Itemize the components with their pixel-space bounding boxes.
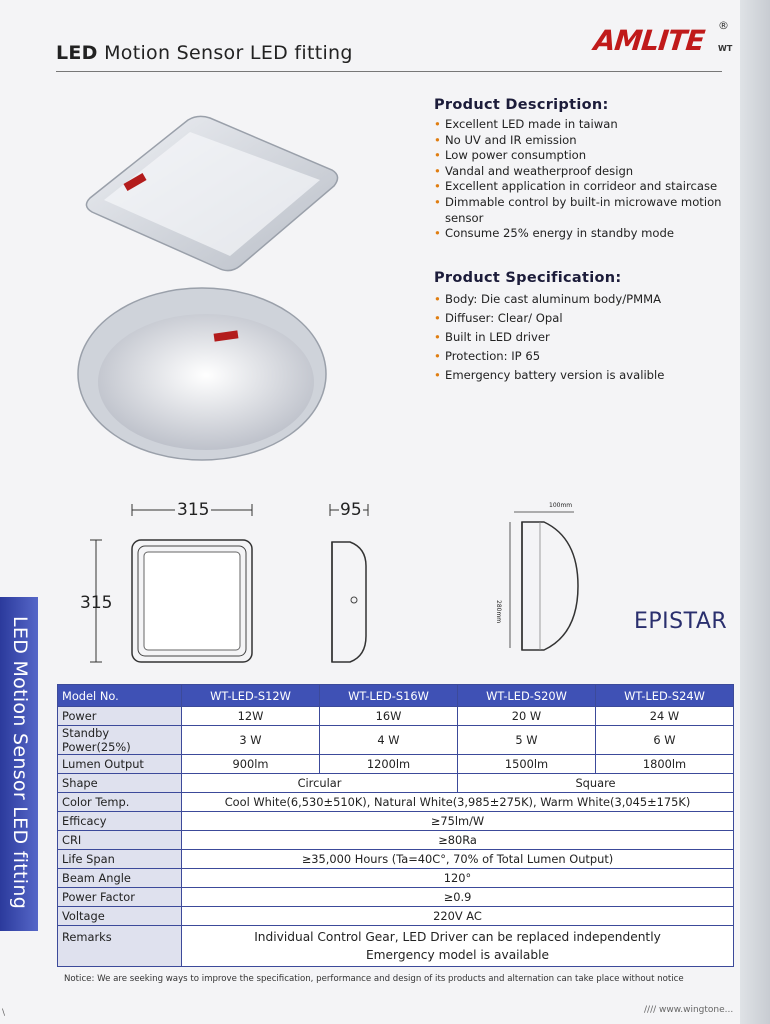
brand-logo xyxy=(592,19,733,60)
height-dimension: 315 xyxy=(80,593,113,613)
specification-list xyxy=(434,290,724,385)
table-row xyxy=(58,888,734,907)
table-cell: 900lm xyxy=(182,755,320,774)
list-item: • Emergency battery version is avalible xyxy=(434,366,724,385)
list-item: • Consume 25% energy in standby mode xyxy=(434,226,724,242)
model-label: Model No. xyxy=(58,685,182,707)
table-row xyxy=(58,726,734,755)
side-view-drawing xyxy=(322,496,382,672)
table-cell: Circular xyxy=(182,774,458,793)
footer-left: \ xyxy=(2,1008,6,1018)
table-cell: 5 W xyxy=(458,726,596,755)
row-label: Efficacy xyxy=(58,812,182,831)
table-cell: 24 W xyxy=(596,707,734,726)
list-item: • Body: Die cast aluminum body/PMMA xyxy=(434,290,724,309)
logo-wordmark: AMLITE xyxy=(592,24,706,57)
row-label: Beam Angle xyxy=(58,869,182,888)
table-row xyxy=(58,812,734,831)
depth-dimension: 95 xyxy=(340,500,362,520)
list-item: • Low power consumption xyxy=(434,148,724,164)
table-cell: 12W xyxy=(182,707,320,726)
table-row xyxy=(58,793,734,812)
remarks-line: Individual Control Gear, LED Driver can be replaced independently xyxy=(254,930,661,944)
table-row xyxy=(58,869,734,888)
table-cell: ≥80Ra xyxy=(182,831,734,850)
row-label: Life Span xyxy=(58,850,182,869)
logo-subscript: WT xyxy=(718,44,733,53)
title-divider xyxy=(56,71,722,72)
row-label: Lumen Output xyxy=(58,755,182,774)
list-item: • Vandal and weatherproof design xyxy=(434,164,724,180)
list-item: • No UV and IR emission xyxy=(434,133,724,149)
title-bold: LED xyxy=(56,42,98,64)
table-cell: 20 W xyxy=(458,707,596,726)
specification-heading: Product Specification: xyxy=(434,270,622,286)
model-col: WT-LED-S12W xyxy=(182,685,320,707)
row-label: Power xyxy=(58,707,182,726)
remarks-line: Emergency model is available xyxy=(365,948,550,962)
title-rest: Motion Sensor LED fitting xyxy=(104,42,353,64)
table-cell: ≥35,000 Hours (Ta=40C°, 70% of Total Lumen Output) xyxy=(182,850,734,869)
round-fitting-photo xyxy=(74,286,330,466)
spec-table xyxy=(57,684,734,967)
row-label: Standby Power(25%) xyxy=(58,726,182,755)
row-label: Remarks xyxy=(58,926,182,967)
round-side-drawing xyxy=(500,498,590,666)
front-view-drawing xyxy=(76,496,266,672)
table-row xyxy=(58,850,734,869)
list-item: • Built in LED driver xyxy=(434,328,724,347)
row-label: Shape xyxy=(58,774,182,793)
width-dimension: 315 xyxy=(177,500,210,520)
epistar-brand: EPISTAR xyxy=(634,609,728,634)
table-row xyxy=(58,774,734,793)
model-col: WT-LED-S24W xyxy=(596,685,734,707)
list-item: • Excellent application in corrideor and staircase xyxy=(434,179,724,195)
table-cell: 1200lm xyxy=(320,755,458,774)
table-cell: 1500lm xyxy=(458,755,596,774)
table-header-row xyxy=(58,685,734,707)
model-col: WT-LED-S16W xyxy=(320,685,458,707)
row-label: CRI xyxy=(58,831,182,850)
row-label: Color Temp. xyxy=(58,793,182,812)
table-cell: Square xyxy=(458,774,734,793)
table-cell: 4 W xyxy=(320,726,458,755)
table-cell: ≥75lm/W xyxy=(182,812,734,831)
side-label: LED Motion Sensor LED fitting xyxy=(9,616,31,910)
footer-right: //// www.wingtone... xyxy=(644,1005,734,1015)
row-label: Power Factor xyxy=(58,888,182,907)
square-fitting-photo xyxy=(70,108,360,278)
table-row xyxy=(58,707,734,726)
round-side-dimension: 280mm xyxy=(495,600,502,624)
notice-text: Notice: We are seeking ways to improve the specification, performance and design of its products and alternation can take place without notice xyxy=(64,974,684,984)
table-cell: 1800lm xyxy=(596,755,734,774)
list-item: • Dimmable control by built-in microwave motion sensor xyxy=(434,195,724,226)
table-cell: 3 W xyxy=(182,726,320,755)
table-row xyxy=(58,907,734,926)
table-cell: 120° xyxy=(182,869,734,888)
page-title xyxy=(56,42,353,64)
table-row xyxy=(58,926,734,967)
row-label: Voltage xyxy=(58,907,182,926)
table-row xyxy=(58,755,734,774)
round-top-dimension: 100mm xyxy=(549,502,573,509)
page-edge xyxy=(740,0,770,1024)
description-heading: Product Description: xyxy=(434,97,609,113)
table-cell: 6 W xyxy=(596,726,734,755)
list-item: • Excellent LED made in taiwan xyxy=(434,117,724,133)
list-item: • Diffuser: Clear/ Opal xyxy=(434,309,724,328)
list-item: • Protection: IP 65 xyxy=(434,347,724,366)
table-row xyxy=(58,831,734,850)
description-list xyxy=(434,117,724,242)
logo-registered-mark: ® xyxy=(718,19,729,32)
table-cell: ≥0.9 xyxy=(182,888,734,907)
model-col: WT-LED-S20W xyxy=(458,685,596,707)
table-cell-remarks xyxy=(182,926,734,967)
table-cell: 220V AC xyxy=(182,907,734,926)
table-cell: 16W xyxy=(320,707,458,726)
table-cell: Cool White(6,530±510K), Natural White(3,985±275K), Warm White(3,045±175K) xyxy=(182,793,734,812)
